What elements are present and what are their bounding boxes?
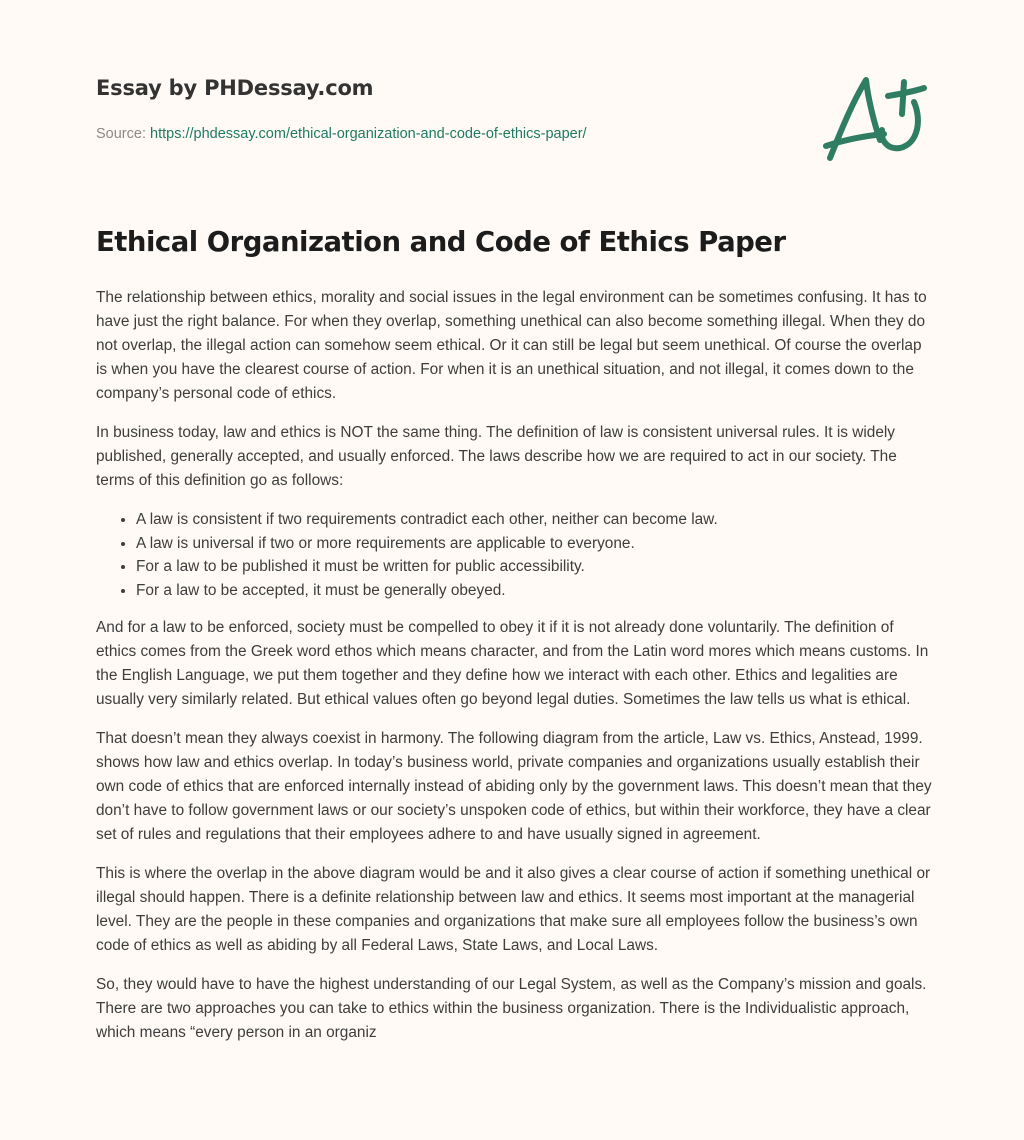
definition-list — [96, 508, 932, 602]
list-item: • For a law to be published it must be written for public accessibility. — [136, 555, 932, 579]
paragraph: And for a law to be enforced, society must be compelled to obey it if it is not already done voluntarily. The definition of ethics comes from the Greek word ethos which means character, and from the Latin word mores which means customs. In the English Language, we put them together and they define how we interact with each other. Ethics and legalities are usually very similarly related. But ethical values often go beyond legal duties. Sometimes the law tells us what is ethical. — [96, 619, 929, 708]
brand-title: Essay by PHDessay.com — [96, 76, 374, 100]
article-title: Ethical Organization and Code of Ethics Paper — [96, 226, 786, 258]
page-header — [96, 76, 736, 142]
a-plus-grade-icon — [822, 68, 932, 168]
paragraph: So, they would have to have the highest understanding of our Legal System, as well as the Company’s mission and goals. There are two approaches you can take to ethics within the business organization. There is the Individualistic approach, which means “every person in an organiz — [96, 976, 927, 1041]
source-link[interactable]: https://phdessay.com/ethical-organization-and-code-of-ethics-paper/ — [150, 126, 587, 142]
list-item: • A law is universal if two or more requirements are applicable to everyone. — [136, 532, 932, 556]
paragraph: This is where the overlap in the above diagram would be and it also gives a clear course of action if something unethical or illegal should happen. There is a definite relationship between law and ethics. It seems most important at the managerial level. They are the people in these companies and organizations that make sure all employees follow the business’s own code of ethics as well as abiding by all Federal Laws, State Laws, and Local Laws. — [96, 865, 931, 954]
paragraph: That doesn’t mean they always coexist in harmony. The following diagram from the article, Law vs. Ethics, Anstead, 1999. shows how law and ethics overlap. In today’s business world, private companies and organizations usually establish their own code of ethics that are enforced internally instead of abiding only by the government laws. This doesn’t mean that they don’t have to follow government laws or our society’s unspoken code of ethics, but within their workforce, they have a clear set of rules and regulations that their employees adhere to and have usually signed in agreement. — [96, 730, 932, 843]
source-line — [96, 126, 736, 142]
source-label: Source: — [96, 126, 146, 142]
list-item: • For a law to be accepted, it must be generally obeyed. — [136, 579, 932, 603]
article-body — [96, 286, 932, 1060]
list-item: • A law is consistent if two requirements contradict each other, neither can become law. — [136, 508, 932, 532]
paragraph: The relationship between ethics, morality and social issues in the legal environment can be sometimes confusing. It has to have just the right balance. For when they overlap, something unethical can also become something illegal. When they do not overlap, the illegal action can somehow seem ethical. Or it can still be legal but seem unethical. Of course the overlap is when you have the clearest course of action. For when it is an unethical situation, and not illegal, it comes down to the company’s personal code of ethics. — [96, 289, 927, 402]
paragraph: In business today, law and ethics is NOT the same thing. The definition of law is consistent universal rules. It is widely published, generally accepted, and usually enforced. The laws describe how we are required to act in our society. The terms of this definition go as follows: — [96, 424, 897, 489]
